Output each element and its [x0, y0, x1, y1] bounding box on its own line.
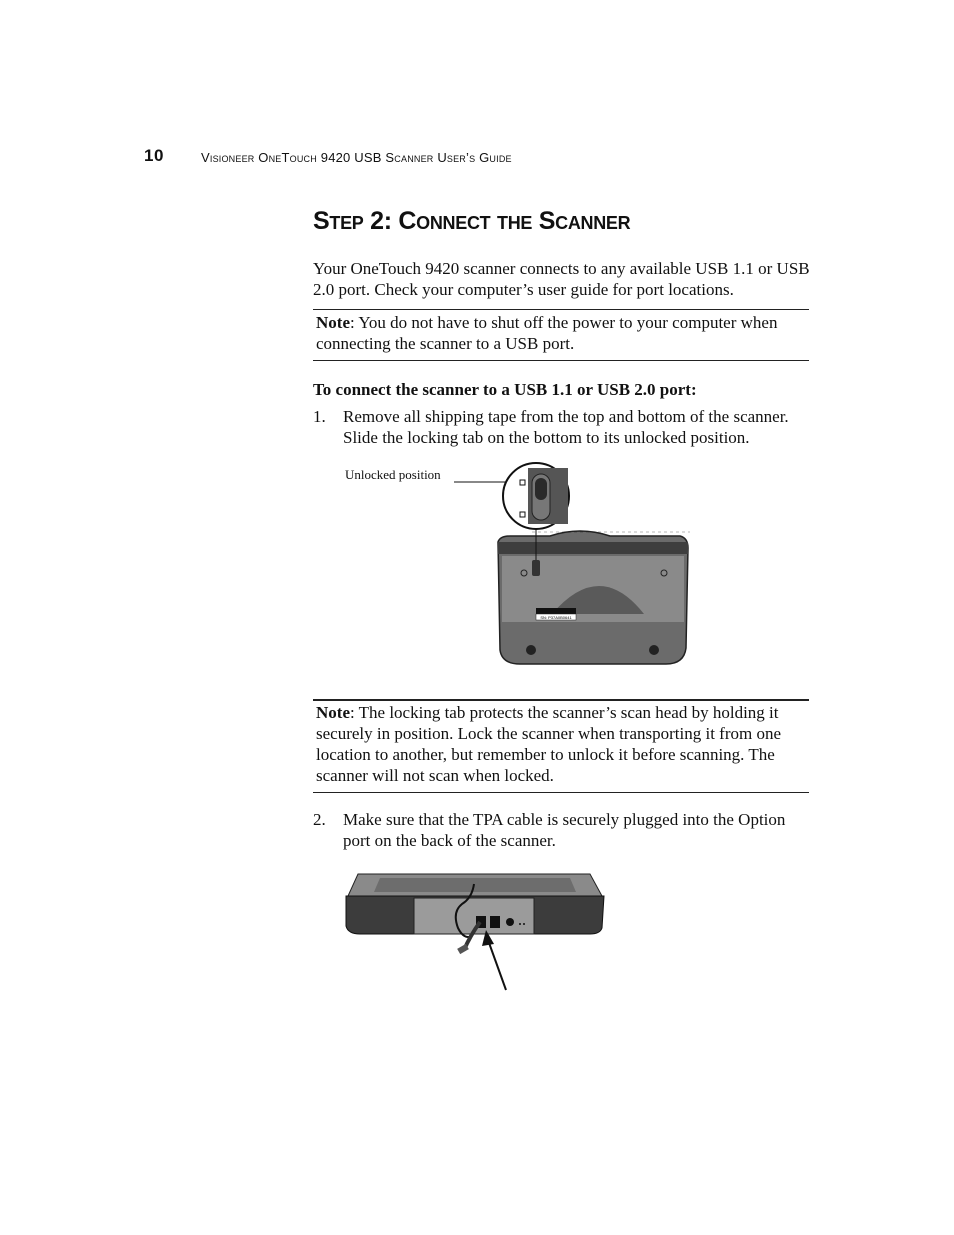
procedure-heading: To connect the scanner to a USB 1.1 or USB 2.0 port:	[313, 380, 697, 399]
note1-text: : You do not have to shut off the power to your computer when connecting the scanner to a USB port.	[316, 313, 778, 353]
step-2-number: 2.	[313, 810, 326, 829]
step-2	[313, 809, 813, 853]
scanner-back-figure	[340, 866, 610, 996]
note1-bottom-rule	[313, 360, 809, 361]
intro-paragraph: Your OneTouch 9420 scanner connects to any available USB 1.1 or USB 2.0 port. Check your computer’s user guide for port locations.	[313, 259, 810, 299]
note2	[316, 702, 808, 786]
page-number: 10	[144, 146, 164, 165]
note2-label: Note	[316, 703, 350, 722]
note2-bottom-rule	[313, 792, 809, 793]
scanner-underside-figure	[440, 460, 700, 672]
running-header: Visioneer OneTouch 9420 USB Scanner User’s Guide	[201, 150, 512, 165]
note2-text: : The locking tab protects the scanner’s scan head by holding it securely in position. Lock the scanner when transporting it from one location to another, but remember to unlock it before scanning. The scanner will not scan when locked.	[316, 703, 782, 785]
note1-label: Note	[316, 313, 350, 332]
section-title: Step 2: Connect the Scanner	[313, 207, 631, 235]
note1	[316, 312, 808, 354]
step-1-text: Remove all shipping tape from the top and bottom of the scanner. Slide the locking tab on the bottom to its unlocked position.	[343, 407, 789, 447]
unlocked-position-callout: Unlocked position	[345, 467, 441, 482]
note1-top-rule	[313, 309, 809, 310]
step-1-number: 1.	[313, 407, 326, 426]
serial-label: SN: P37A0B0641	[540, 615, 572, 620]
step-1	[313, 406, 813, 450]
step-2-text: Make sure that the TPA cable is securely plugged into the Option port on the back of the scanner.	[343, 810, 786, 850]
note2-top-rule	[313, 699, 809, 701]
